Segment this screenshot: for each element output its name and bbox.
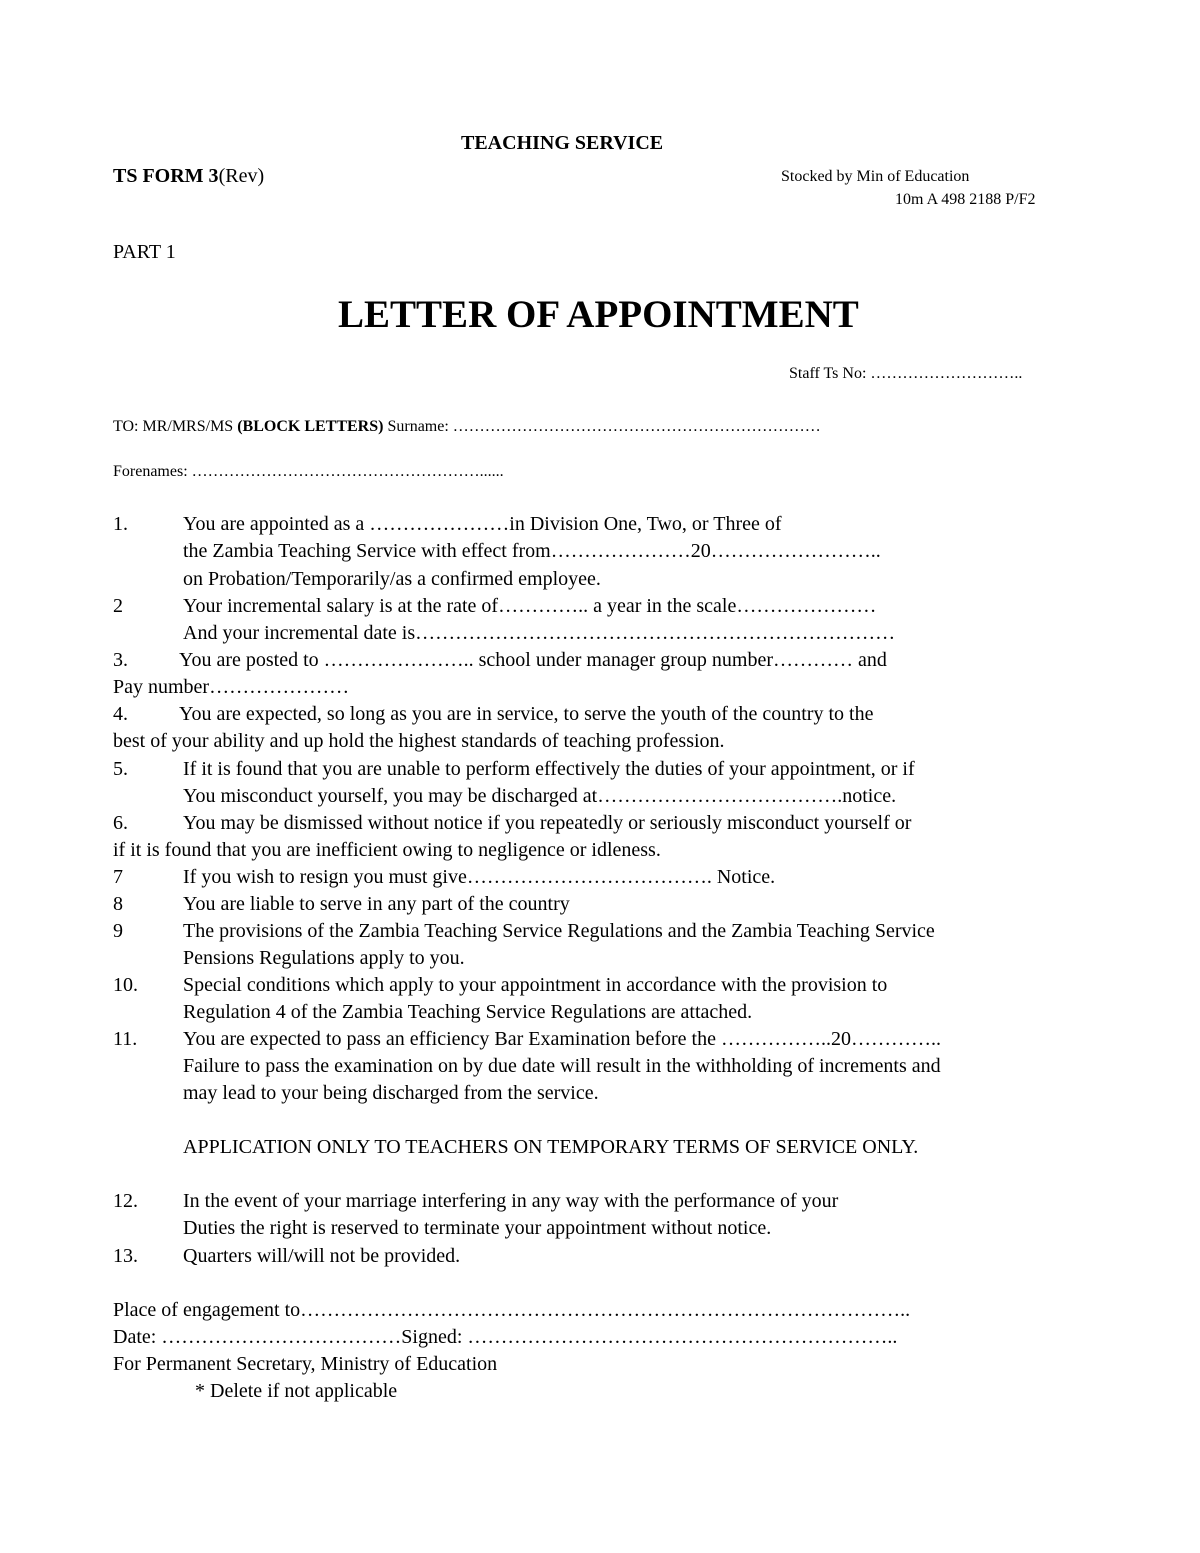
item-line: The provisions of the Zambia Teaching Service Regulations and the Zambia Teaching Service xyxy=(183,920,935,942)
signatory-line: For Permanent Secretary, Ministry of Education xyxy=(113,1353,498,1375)
item-line: Regulation 4 of the Zambia Teaching Service Regulations are attached. xyxy=(183,1001,753,1023)
item-line: Special conditions which apply to your appointment in accordance with the provision to xyxy=(183,974,888,996)
stock-code: 10m A 498 2188 P/F2 xyxy=(895,191,1036,208)
item-line: You are posted to ………………….. school under manager group number………… and xyxy=(179,649,887,671)
item-line: You misconduct yourself, you may be discharged at……………………………….notice. xyxy=(183,785,897,807)
item-line: You are liable to serve in any part of the country xyxy=(183,893,570,915)
item-line: Pensions Regulations apply to you. xyxy=(183,947,465,969)
item-line: Pay number………………… xyxy=(113,676,350,698)
item-number: 10. xyxy=(113,974,138,996)
item-number: 2 xyxy=(113,595,123,617)
item-number: 9 xyxy=(113,920,123,942)
to-line xyxy=(113,418,821,436)
item-number: 11. xyxy=(113,1028,138,1050)
item-line: Duties the right is reserved to terminate your appointment without notice. xyxy=(183,1217,772,1239)
item-number: 8 xyxy=(113,893,123,915)
item-line: In the event of your marriage interfering in any way with the performance of your xyxy=(183,1190,839,1212)
item-number: 13. xyxy=(113,1245,138,1267)
item-number: 12. xyxy=(113,1190,138,1212)
item-number: 4. xyxy=(113,703,128,725)
part-label: PART 1 xyxy=(113,241,176,263)
item-line: the Zambia Teaching Service with effect from…………………20…………………….. xyxy=(183,540,881,562)
item-number: 6. xyxy=(113,812,128,834)
date-signed-field[interactable]: Date: ………………………………Signed: ……………………………………………………….. xyxy=(113,1326,898,1348)
item-line: best of your ability and up hold the highest standards of teaching profession. xyxy=(113,730,725,752)
stocked-by: Stocked by Min of Education xyxy=(781,168,970,185)
forenames-field[interactable]: Forenames: ………………………………………………...... xyxy=(113,463,504,480)
form-number-rev: (Rev) xyxy=(218,165,265,187)
item-line: You may be dismissed without notice if you repeatedly or seriously misconduct yourself or xyxy=(183,812,912,834)
item-number: 1. xyxy=(113,513,128,535)
staff-number-field[interactable]: Staff Ts No: ……………………….. xyxy=(789,365,1023,382)
item-line: Your incremental salary is at the rate of………….. a year in the scale………………… xyxy=(183,595,877,617)
item-line: Quarters will/will not be provided. xyxy=(183,1245,461,1267)
to-prefix: TO: MR/MRS/MS xyxy=(113,418,238,435)
item-line: if it is found that you are inefficient owing to negligence or idleness. xyxy=(113,839,661,861)
item-line: If it is found that you are unable to perform effectively the duties of your appointment, or if xyxy=(183,758,915,780)
delete-note: * Delete if not applicable xyxy=(195,1380,398,1402)
item-line: Failure to pass the examination on by due date will result in the withholding of increments and xyxy=(183,1055,941,1077)
form-number-bold: TS FORM 3 xyxy=(113,165,219,187)
temporary-terms-heading: APPLICATION ONLY TO TEACHERS ON TEMPORARY TERMS OF SERVICE ONLY. xyxy=(183,1136,919,1158)
item-number: 7 xyxy=(113,866,123,888)
item-line: You are expected, so long as you are in service, to serve the youth of the country to the xyxy=(179,703,874,725)
page-title: LETTER OF APPOINTMENT xyxy=(338,293,859,336)
service-heading: TEACHING SERVICE xyxy=(461,132,664,154)
block-letters-note: (BLOCK LETTERS) xyxy=(237,418,384,435)
item-line: And your incremental date is……………………………………………………………… xyxy=(183,622,896,644)
item-line: You are expected to pass an efficiency Bar Examination before the ……………..20………….. xyxy=(183,1028,941,1050)
item-number: 3. xyxy=(113,649,128,671)
surname-field[interactable]: Surname: …………………………………………………………… xyxy=(383,418,821,435)
form-number xyxy=(113,165,264,188)
item-line: If you wish to resign you must give………………………………. Notice. xyxy=(183,866,776,888)
item-line: on Probation/Temporarily/as a confirmed employee. xyxy=(183,568,601,590)
place-of-engagement-field[interactable]: Place of engagement to……………………………………………………………………………….. xyxy=(113,1299,911,1321)
item-number: 5. xyxy=(113,758,128,780)
item-line: may lead to your being discharged from the service. xyxy=(183,1082,599,1104)
item-line: You are appointed as a …………………in Division One, Two, or Three of xyxy=(183,513,782,535)
